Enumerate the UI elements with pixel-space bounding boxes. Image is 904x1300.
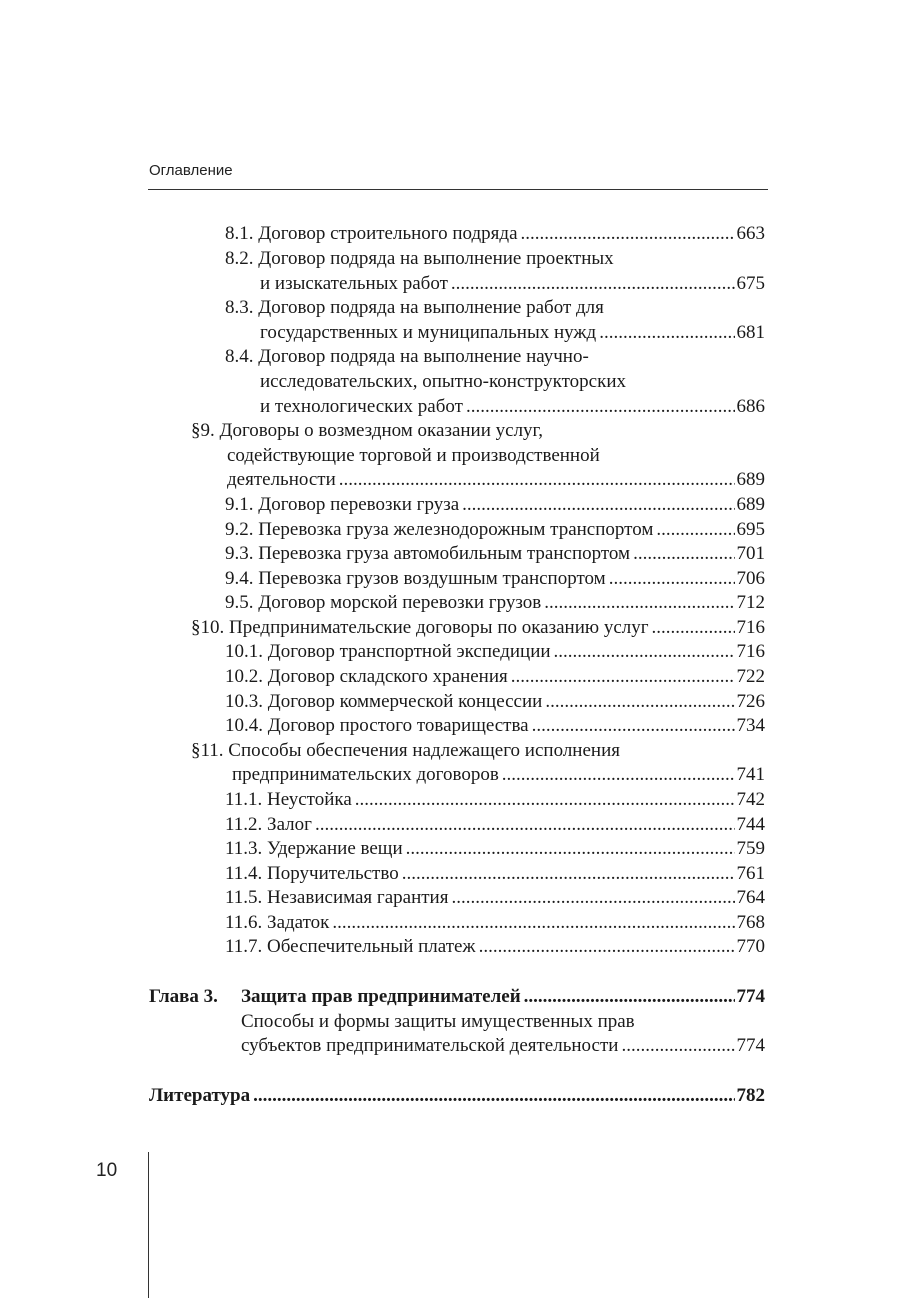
dot-leader <box>524 985 735 1009</box>
dot-leader <box>532 714 735 738</box>
dot-leader <box>355 788 735 812</box>
toc-literature[interactable] <box>149 1084 765 1108</box>
toc-entry-page: 716 <box>736 617 765 638</box>
dot-leader <box>633 542 734 566</box>
toc-entry-page: 726 <box>736 691 765 712</box>
dot-leader <box>253 1084 734 1108</box>
toc-entry-title: государственных и муниципальных нужд <box>260 322 597 343</box>
toc-entry-page: 774 <box>736 1035 765 1056</box>
toc-section-9-lead: §9. Договоры о возмездном оказании услуг, <box>191 420 543 441</box>
toc-entry-page: 675 <box>736 273 765 294</box>
toc-entry-page: 770 <box>736 936 765 957</box>
dot-leader <box>479 935 735 959</box>
toc-entry-title: 9.1. Договор перевозки груза <box>225 494 460 515</box>
toc-entry-page: 774 <box>736 986 765 1007</box>
dot-leader <box>652 616 735 640</box>
toc-entry-title: 8.1. Договор строительного подряда <box>225 223 518 244</box>
toc-entry-title: 11.1. Неустойка <box>225 789 352 810</box>
toc-section-9[interactable] <box>227 468 765 492</box>
toc-entry-8-2-lead: 8.2. Договор подряда на выполнение проектных <box>225 248 614 269</box>
toc-entry-title: 10.3. Договор коммерческой концессии <box>225 691 543 712</box>
toc-entry-9-2[interactable] <box>225 518 765 542</box>
toc-entry-11-5[interactable] <box>225 886 765 910</box>
toc-entry-title: и технологических работ <box>260 396 463 417</box>
toc-entry-page: 734 <box>736 715 765 736</box>
toc-entry-8-3-lead: 8.3. Договор подряда на выполнение работ для <box>225 297 604 318</box>
toc-entry-page: 681 <box>736 322 765 343</box>
toc-entry-page: 742 <box>736 789 765 810</box>
toc-entry-title: §10. Предпринимательские договоры по оказанию услуг <box>191 617 649 638</box>
toc-section-11-lead: §11. Способы обеспечения надлежащего исполнения <box>191 740 620 761</box>
dot-leader <box>621 1034 734 1058</box>
toc-entry-title: 11.7. Обеспечительный платеж <box>225 936 476 957</box>
toc-entry-11-2[interactable] <box>225 813 765 837</box>
dot-leader <box>315 813 735 837</box>
toc-entry-page: 695 <box>736 519 765 540</box>
toc-entry-10-3[interactable] <box>225 690 765 714</box>
toc-entry-title: 11.4. Поручительство <box>225 863 399 884</box>
toc-entry-page: 782 <box>736 1085 765 1106</box>
toc-entry-8-1[interactable] <box>225 222 765 246</box>
toc-entry-page: 686 <box>736 396 765 417</box>
dot-leader <box>599 321 734 345</box>
toc-entry-8-2[interactable] <box>260 272 765 296</box>
toc-entry-11-6[interactable] <box>225 911 765 935</box>
toc-entry-page: 744 <box>736 814 765 835</box>
toc-entry-title: Литература <box>149 1085 251 1106</box>
toc-section-9-lead2: содействующие торговой и производственной <box>227 445 600 466</box>
toc-entry-title: 11.3. Удержание вещи <box>225 838 403 859</box>
toc-entry-9-1[interactable] <box>225 493 765 517</box>
toc-entry-10-1[interactable] <box>225 640 765 664</box>
dot-leader <box>451 272 735 296</box>
toc-entry-title: и изыскательных работ <box>260 273 448 294</box>
toc-entry-page: 712 <box>736 592 765 613</box>
dot-leader <box>554 640 735 664</box>
toc-entry-page: 706 <box>736 568 765 589</box>
dot-leader <box>502 763 735 787</box>
toc-entry-title: Защита прав предпринимателей <box>241 986 521 1007</box>
toc-entry-page: 716 <box>736 641 765 662</box>
toc-entry-title: 10.2. Договор складского хранения <box>225 666 508 687</box>
toc-entry-page: 741 <box>736 764 765 785</box>
toc-section-11[interactable] <box>232 763 765 787</box>
toc-entry-page: 689 <box>736 494 765 515</box>
toc-entry-11-1[interactable] <box>225 788 765 812</box>
dot-leader <box>466 395 735 419</box>
toc-entry-page: 722 <box>736 666 765 687</box>
toc-entry-8-4-lead2: исследовательских, опытно-конструкторских <box>260 371 626 392</box>
toc-entry-title: 9.4. Перевозка грузов воздушным транспортом <box>225 568 606 589</box>
toc-entry-title: 10.4. Договор простого товарищества <box>225 715 529 736</box>
dot-leader <box>609 567 735 591</box>
toc-entry-8-3[interactable] <box>260 321 765 345</box>
toc-entry-11-4[interactable] <box>225 862 765 886</box>
header-rule <box>148 189 768 190</box>
toc-entry-title: субъектов предпринимательской деятельности <box>241 1035 619 1056</box>
dot-leader <box>521 222 735 246</box>
toc-entry-page: 701 <box>736 543 765 564</box>
toc-chapter-3-sub-lead: Способы и формы защиты имущественных прав <box>241 1011 635 1032</box>
toc-entry-page: 764 <box>736 887 765 908</box>
dot-leader <box>332 911 734 935</box>
page-number: 10 <box>96 1160 118 1181</box>
toc-entry-title: 9.3. Перевозка груза автомобильным транспортом <box>225 543 631 564</box>
dot-leader <box>511 665 735 689</box>
toc-entry-9-5[interactable] <box>225 591 765 615</box>
toc-entry-10-2[interactable] <box>225 665 765 689</box>
toc-entry-11-3[interactable] <box>225 837 765 861</box>
toc-entry-8-4-lead: 8.4. Договор подряда на выполнение научно- <box>225 346 589 367</box>
toc-entry-page: 663 <box>736 223 765 244</box>
toc-entry-title: 10.1. Договор транспортной экспедиции <box>225 641 551 662</box>
toc-entry-page: 689 <box>736 469 765 490</box>
toc-entry-title: 9.2. Перевозка груза железнодорожным транспортом <box>225 519 654 540</box>
footer-rule <box>148 1152 149 1298</box>
dot-leader <box>545 690 734 714</box>
chapter-3-label: Глава 3. <box>149 986 218 1007</box>
toc-entry-page: 759 <box>736 838 765 859</box>
dot-leader <box>406 837 735 861</box>
dot-leader <box>402 862 735 886</box>
header-title: Оглавление <box>149 162 233 179</box>
toc-entry-title: 9.5. Договор морской перевозки грузов <box>225 592 542 613</box>
toc-entry-title: 11.5. Независимая гарантия <box>225 887 449 908</box>
toc-entry-title: предпринимательских договоров <box>232 764 499 785</box>
toc-entry-8-4[interactable] <box>260 395 765 419</box>
toc-entry-title: деятельности <box>227 469 336 490</box>
dot-leader <box>656 518 734 542</box>
toc-entry-page: 761 <box>736 863 765 884</box>
toc-chapter-3-sub[interactable] <box>241 1034 765 1058</box>
toc-entry-page: 768 <box>736 912 765 933</box>
toc-entry-11-7[interactable] <box>225 935 765 959</box>
dot-leader <box>339 468 735 492</box>
toc-entry-9-3[interactable] <box>225 542 765 566</box>
toc-entry-9-4[interactable] <box>225 567 765 591</box>
dot-leader <box>451 886 734 910</box>
dot-leader <box>462 493 734 517</box>
toc-entry-10-4[interactable] <box>225 714 765 738</box>
toc-section-10[interactable] <box>191 616 765 640</box>
dot-leader <box>544 591 734 615</box>
toc-entry-title: 11.2. Залог <box>225 814 312 835</box>
toc-entry-title: 11.6. Задаток <box>225 912 330 933</box>
toc-chapter-3[interactable] <box>241 985 765 1009</box>
